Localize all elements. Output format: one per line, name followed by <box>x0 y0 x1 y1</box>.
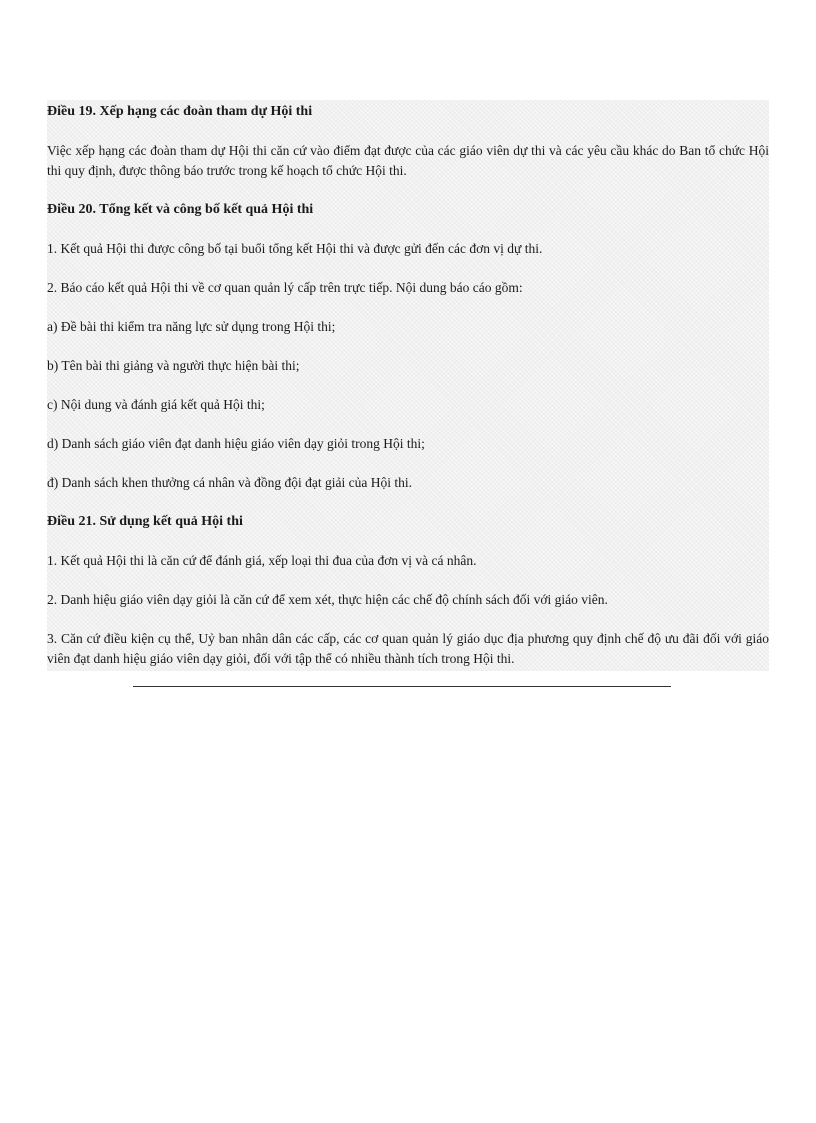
list-item: a) Đề bài thi kiểm tra năng lực sử dụng trong Hội thi; <box>47 319 336 334</box>
list-item: d) Danh sách giáo viên đạt danh hiệu giáo viên dạy giỏi trong Hội thi; <box>47 436 425 451</box>
list-item: đ) Danh sách khen thưởng cá nhân và đồng đội đạt giải của Hội thi. <box>47 475 412 490</box>
horizontal-divider <box>133 686 671 687</box>
section-heading-dieu-19: Điều 19. Xếp hạng các đoàn tham dự Hội thi <box>47 104 313 119</box>
paragraph: 3. Căn cứ điều kiện cụ thể, Uỷ ban nhân dân các cấp, các cơ quan quản lý giáo dục địa phương quy định chế độ ưu đãi đối với giáo viên đạt danh hiệu giáo viên dạy giỏi, đối với tập thể có nhiều thành tích trong Hội thi. <box>47 631 769 666</box>
section-heading-dieu-21: Điều 21. Sử dụng kết quả Hội thi <box>47 514 243 529</box>
paragraph: 2. Báo cáo kết quả Hội thi về cơ quan quản lý cấp trên trực tiếp. Nội dung báo cáo gồm: <box>47 280 523 295</box>
section-heading-dieu-20: Điều 20. Tổng kết và công bố kết quả Hội thi <box>47 202 314 217</box>
document-body <box>47 100 769 671</box>
list-item: c) Nội dung và đánh giá kết quả Hội thi; <box>47 397 265 412</box>
paragraph: 1. Kết quả Hội thi được công bố tại buổi tổng kết Hội thi và được gửi đến các đơn vị dự thi. <box>47 241 543 256</box>
list-item: b) Tên bài thi giảng và người thực hiện bài thi; <box>47 358 300 373</box>
paragraph: 1. Kết quả Hội thi là căn cứ để đánh giá, xếp loại thi đua của đơn vị và cá nhân. <box>47 553 477 568</box>
paragraph: Việc xếp hạng các đoàn tham dự Hội thi căn cứ vào điểm đạt được của các giáo viên dự thi và các yêu cầu khác do Ban tổ chức Hội thi quy định, được thông báo trước trong kế hoạch tổ chức Hội thi. <box>47 143 769 178</box>
paragraph: 2. Danh hiệu giáo viên dạy giỏi là căn cứ để xem xét, thực hiện các chế độ chính sách đối với giáo viên. <box>47 592 608 607</box>
